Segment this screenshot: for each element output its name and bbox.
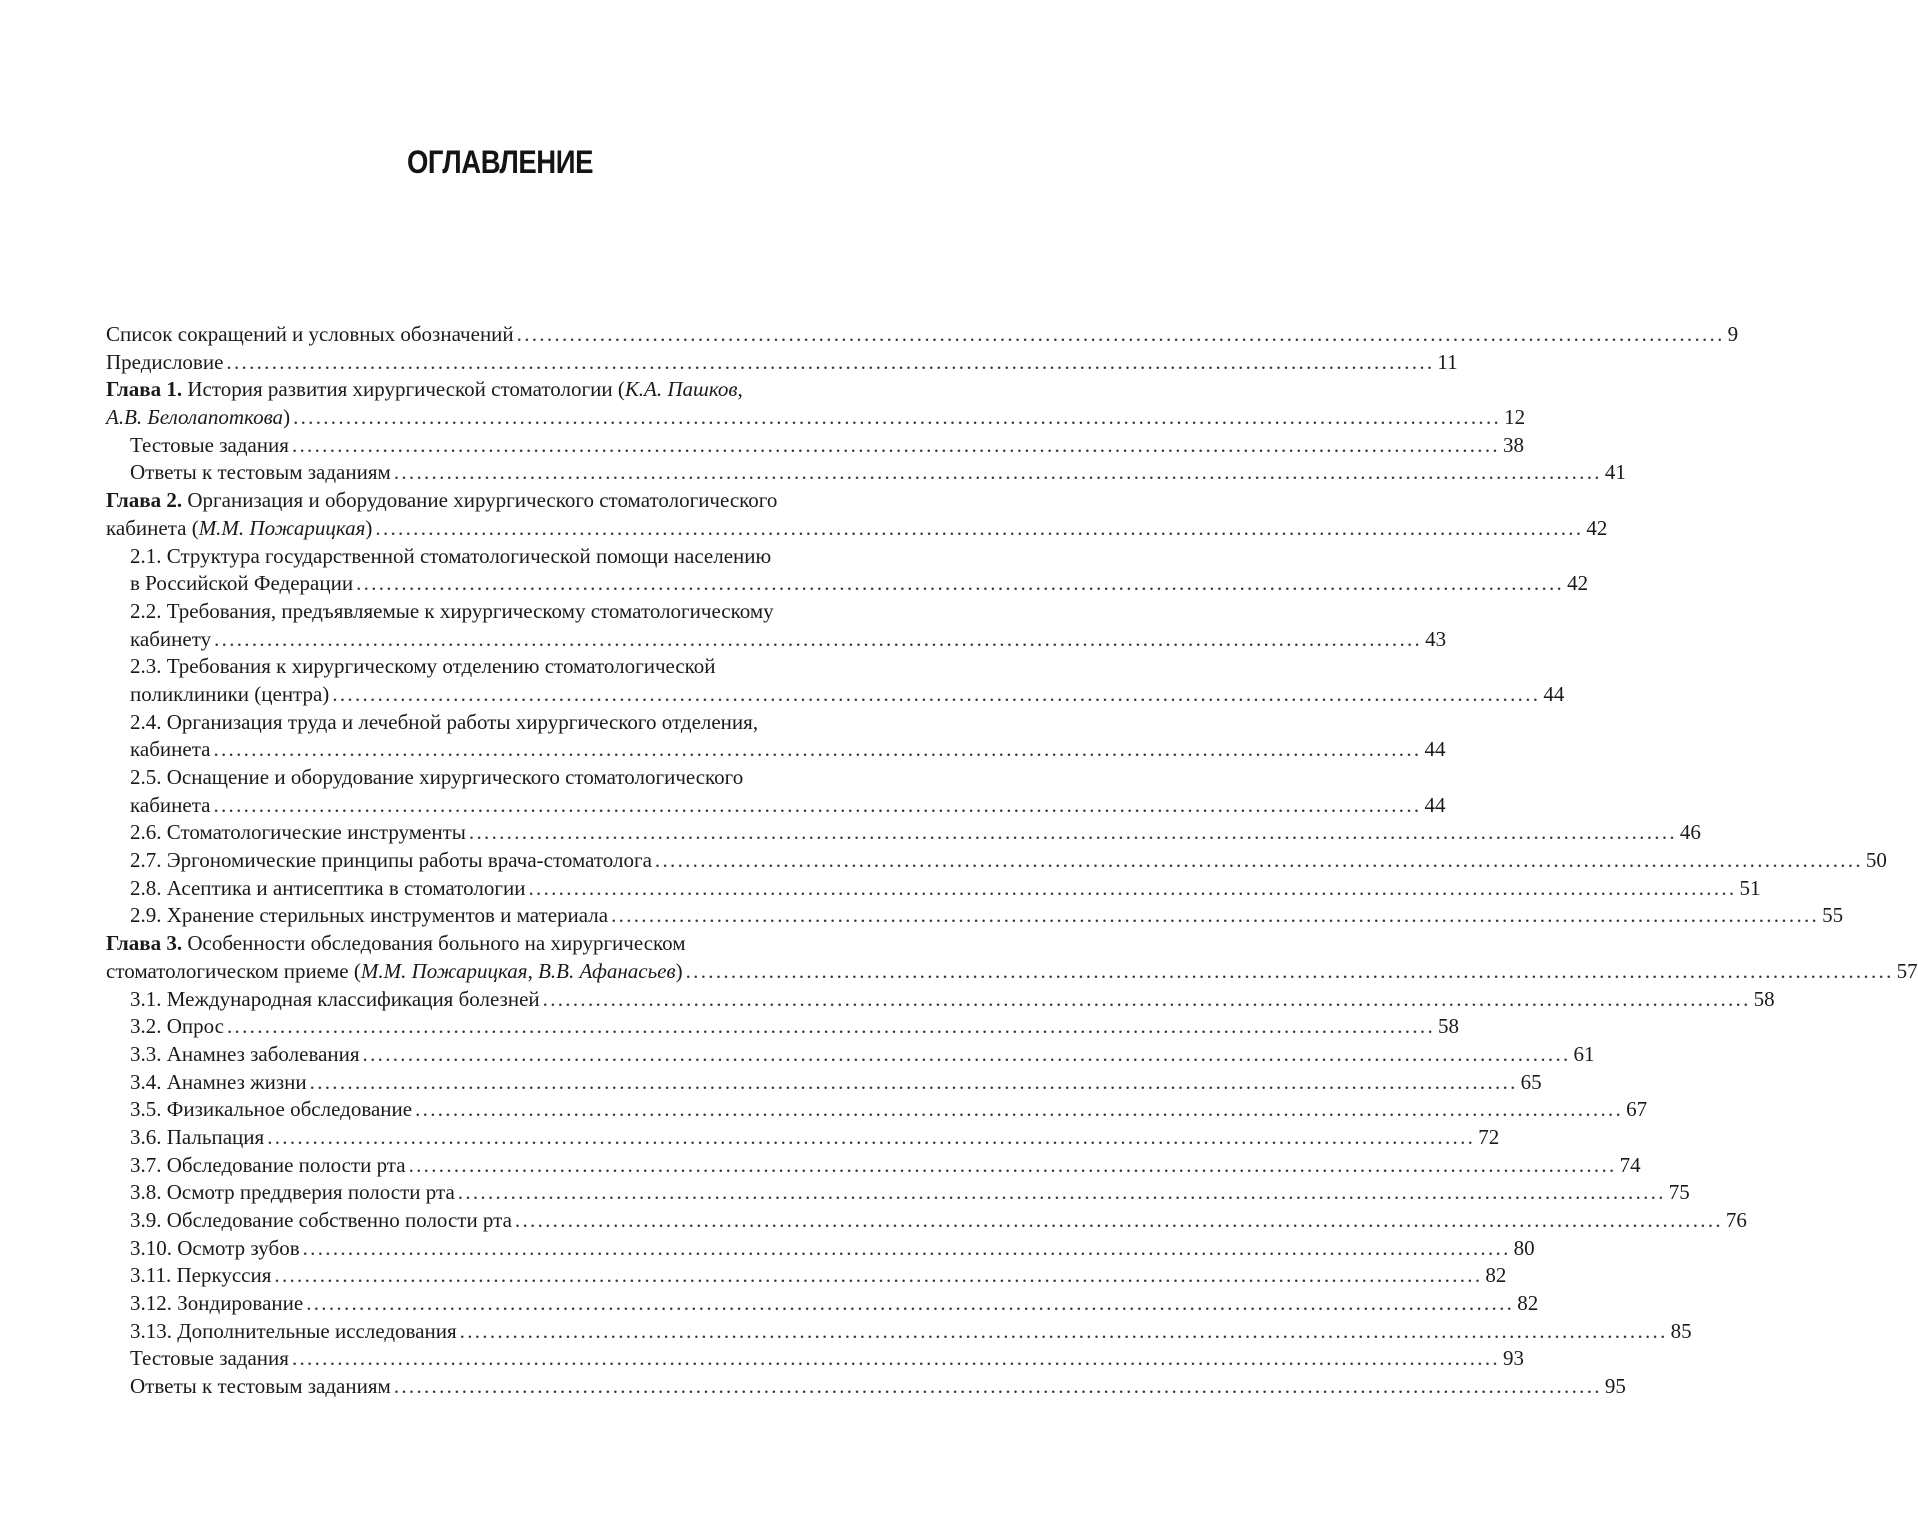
toc-line — [106, 764, 924, 792]
toc-entry-text — [106, 404, 290, 432]
chapter-label: Глава 3. — [106, 931, 183, 956]
toc-line — [106, 487, 924, 515]
entry-text: кабинета — [130, 737, 211, 762]
dot-leader: ................................................................................................................................................................ — [611, 903, 1820, 928]
page-number: 93 — [1502, 1346, 1524, 1371]
entry-text: , — [737, 377, 743, 402]
toc-entry-text — [106, 349, 223, 377]
page-title: ОГЛАВЛЕНИЕ — [406, 144, 594, 180]
entry-text: кабинета — [130, 792, 211, 817]
toc-entry-text — [130, 792, 210, 820]
toc-line — [106, 543, 924, 571]
page-number: 67 — [1626, 1097, 1648, 1122]
toc-line — [106, 847, 1887, 875]
toc-line — [106, 626, 1447, 654]
entry-text: 3.1. Международная классификация болезней — [130, 986, 540, 1011]
dot-leader: ................................................................................................................................................................ — [408, 1152, 1617, 1177]
toc-entry-text — [130, 1290, 303, 1318]
dot-leader: ................................................................................................................................................................ — [356, 571, 1565, 596]
page-number: 41 — [1604, 460, 1626, 485]
toc-line — [106, 1235, 1535, 1263]
toc-entry-text — [130, 459, 391, 487]
entry-text: 3.12. Зондирование — [130, 1291, 304, 1316]
page-number: 72 — [1478, 1124, 1500, 1149]
author-name: М.М. Пожарицкая — [198, 515, 366, 540]
toc-entry-text — [130, 681, 329, 709]
dot-leader: ................................................................................................................................................................ — [309, 1069, 1518, 1094]
entry-text: Тестовые задания — [130, 1346, 289, 1371]
page-number: 58 — [1438, 1014, 1459, 1039]
entry-text: 3.3. Анамнез заболевания — [130, 1041, 360, 1066]
page-number: 46 — [1679, 820, 1701, 845]
page-number: 74 — [1619, 1152, 1641, 1177]
page-number: 9 — [1727, 322, 1739, 346]
entry-text: ) — [675, 958, 683, 983]
page-number: 50 — [1865, 848, 1887, 873]
entry-text: в Российской Федерации — [130, 571, 354, 596]
page-number: 44 — [1424, 792, 1446, 817]
dot-leader: ................................................................................................................................................................ — [226, 349, 1435, 374]
dot-leader: ................................................................................................................................................................ — [516, 322, 1725, 346]
table-of-contents — [106, 321, 1918, 1401]
toc-line — [106, 1318, 1692, 1346]
page-number: 75 — [1668, 1180, 1690, 1205]
toc-line — [106, 958, 1918, 986]
toc-line — [106, 1290, 1539, 1318]
toc-line — [106, 432, 1524, 460]
toc-entry-text — [130, 1041, 360, 1069]
dot-leader: ................................................................................................................................................................ — [213, 737, 1422, 762]
dot-leader: ................................................................................................................................................................ — [362, 1041, 1571, 1066]
entry-text: 3.13. Дополнительные исследования — [130, 1318, 457, 1343]
page-number: 58 — [1753, 986, 1775, 1011]
page-number: 61 — [1573, 1041, 1595, 1066]
toc-entry-text — [106, 321, 514, 349]
page-number: 42 — [1586, 515, 1608, 540]
toc-line — [106, 1041, 1595, 1069]
toc-entry-text — [106, 958, 683, 986]
page-number: 85 — [1670, 1318, 1692, 1343]
dot-leader: ................................................................................................................................................................ — [393, 1374, 1602, 1399]
author-name: М.М. Пожарицкая — [360, 958, 528, 983]
page-number: 65 — [1520, 1069, 1542, 1094]
toc-entry-text — [130, 1207, 512, 1235]
toc-entry-text — [130, 1124, 264, 1152]
entry-text: 2.8. Асептика и антисептика в стоматологии — [130, 875, 526, 900]
dot-leader: ................................................................................................................................................................ — [267, 1124, 1476, 1149]
page-number: 82 — [1517, 1291, 1539, 1316]
entry-text: 2.3. Требования к хирургическому отделению стоматологической — [130, 654, 716, 679]
entry-text: 3.10. Осмотр зубов — [130, 1235, 300, 1260]
chapter-label: Глава 2. — [106, 488, 183, 513]
entry-text: Особенности обследования больного на хирургическом — [182, 931, 686, 956]
toc-line — [106, 598, 924, 626]
dot-leader: ................................................................................................................................................................ — [685, 958, 1894, 983]
page-number: 55 — [1822, 903, 1844, 928]
toc-line — [106, 1207, 1747, 1235]
dot-leader: ................................................................................................................................................................ — [542, 986, 1751, 1011]
toc-entry-text — [130, 1152, 406, 1180]
toc-entry-text — [130, 902, 608, 930]
toc-entry-text — [130, 1262, 271, 1290]
entry-text: 2.6. Стоматологические инструменты — [130, 820, 466, 845]
toc-entry-text — [130, 736, 210, 764]
page-number: 42 — [1567, 571, 1589, 596]
toc-entry-text — [130, 986, 540, 1014]
toc-line — [106, 1124, 1500, 1152]
entry-text: , — [527, 958, 539, 983]
entry-text: Список сокращений и условных обозначений — [106, 322, 514, 346]
toc-entry-text — [130, 570, 353, 598]
toc-entry-text — [106, 930, 686, 958]
dot-leader: ................................................................................................................................................................ — [654, 848, 1863, 873]
entry-text: 3.6. Пальпация — [130, 1124, 265, 1149]
toc-line — [106, 709, 924, 737]
toc-line — [106, 1069, 1542, 1097]
toc-entry-text — [130, 1179, 455, 1207]
author-name: В.В. Афанасьев — [538, 958, 676, 983]
entry-text: 2.9. Хранение стерильных инструментов и материала — [130, 903, 609, 928]
dot-leader: ................................................................................................................................................................ — [459, 1318, 1668, 1343]
page-number: 44 — [1543, 681, 1565, 706]
toc-entry-text — [130, 626, 211, 654]
toc-entry-text — [130, 819, 466, 847]
toc-entry-text — [130, 543, 771, 571]
chapter-label: Глава 1. — [106, 377, 183, 402]
entry-text: Организация и оборудование хирургического стоматологического — [182, 488, 778, 513]
entry-text: Тестовые задания — [130, 432, 289, 457]
dot-leader: ................................................................................................................................................................ — [306, 1291, 1515, 1316]
toc-entry-text — [130, 1345, 289, 1373]
entry-text: 2.2. Требования, предъявляемые к хирургическому стоматологическому — [130, 598, 774, 623]
entry-text: 2.4. Организация труда и лечебной работы хирургического отделения, — [130, 709, 759, 734]
page-number: 12 — [1504, 405, 1526, 430]
toc-line — [106, 736, 1446, 764]
entry-text: 3.8. Осмотр преддверия полости рта — [130, 1180, 455, 1205]
page-number: 95 — [1604, 1374, 1626, 1399]
toc-line — [106, 930, 924, 958]
page-number: 44 — [1424, 737, 1446, 762]
toc-line — [106, 515, 1608, 543]
page-number: 57 — [1896, 958, 1918, 983]
entry-text: Ответы к тестовым заданиям — [130, 460, 391, 485]
toc-line — [106, 1013, 1459, 1041]
page-number: 11 — [1437, 349, 1458, 374]
author-name: А.В. Белолапоткова — [106, 405, 284, 430]
entry-text: поликлиники (центра) — [130, 681, 330, 706]
toc-line — [106, 349, 1458, 377]
entry-text: История развития хирургической стоматологии ( — [182, 377, 625, 402]
toc-entry-text — [106, 515, 372, 543]
entry-text: 3.2. Опрос — [130, 1014, 224, 1039]
toc-entry-text — [130, 709, 758, 737]
dot-leader: ................................................................................................................................................................ — [214, 626, 1423, 651]
toc-line — [106, 1152, 1641, 1180]
toc-entry-text — [130, 432, 289, 460]
dot-leader: ................................................................................................................................................................ — [291, 432, 1500, 457]
page-number: 51 — [1739, 875, 1761, 900]
toc-line — [106, 792, 1446, 820]
entry-text: 2.7. Эргономические принципы работы врача-стоматолога — [130, 848, 652, 873]
dot-leader: ................................................................................................................................................................ — [274, 1263, 1483, 1288]
entry-text: ) — [283, 405, 291, 430]
toc-line — [106, 653, 924, 681]
toc-entry-text — [130, 764, 743, 792]
dot-leader: ................................................................................................................................................................ — [528, 875, 1737, 900]
page-number: 38 — [1502, 432, 1524, 457]
dot-leader: ................................................................................................................................................................ — [468, 820, 1677, 845]
toc-entry-text — [130, 1235, 300, 1263]
toc-entry-text — [106, 376, 743, 404]
author-name: К.А. Пашков — [624, 377, 738, 402]
toc-entry-text — [130, 1096, 412, 1124]
page-number: 80 — [1513, 1235, 1535, 1260]
toc-entry-text — [130, 1318, 457, 1346]
toc-line — [106, 875, 1761, 903]
dot-leader: ................................................................................................................................................................ — [457, 1180, 1666, 1205]
toc-line — [106, 376, 924, 404]
entry-text: ) — [365, 515, 373, 540]
toc-line — [106, 681, 1565, 709]
dot-leader: ................................................................................................................................................................ — [293, 405, 1502, 430]
dot-leader: ................................................................................................................................................................ — [375, 515, 1584, 540]
dot-leader: ................................................................................................................................................................ — [213, 792, 1422, 817]
toc-entry-text — [106, 487, 777, 515]
entry-text: 2.1. Структура государственной стоматологической помощи населению — [130, 543, 772, 568]
entry-text: 2.5. Оснащение и оборудование хирургического стоматологического — [130, 765, 744, 789]
toc-line — [106, 902, 1844, 930]
dot-leader: ................................................................................................................................................................ — [514, 1208, 1723, 1232]
dot-leader: ................................................................................................................................................................ — [415, 1097, 1624, 1122]
toc-line — [106, 1373, 1626, 1401]
entry-text: 3.11. Перкуссия — [130, 1263, 272, 1288]
entry-text: 3.7. Обследование полости рта — [130, 1152, 406, 1177]
page-number: 76 — [1725, 1208, 1747, 1232]
dot-leader: ................................................................................................................................................................ — [291, 1346, 1500, 1371]
entry-text: 3.9. Обследование собственно полости рта — [130, 1208, 512, 1232]
toc-line — [106, 986, 1775, 1014]
dot-leader: ................................................................................................................................................................ — [393, 460, 1602, 485]
dot-leader: ................................................................................................................................................................ — [302, 1235, 1511, 1260]
entry-text: 3.5. Физикальное обследование — [130, 1097, 413, 1122]
toc-line — [106, 404, 1526, 432]
toc-line — [106, 819, 1701, 847]
page-number: 43 — [1425, 626, 1447, 651]
dot-leader: ................................................................................................................................................................ — [332, 681, 1541, 706]
entry-text: кабинета ( — [106, 515, 199, 540]
dot-leader: ................................................................................................................................................................ — [227, 1014, 1435, 1039]
toc-line — [106, 1345, 1524, 1373]
toc-line — [106, 321, 1739, 349]
toc-entry-text — [130, 847, 652, 875]
entry-text: кабинету — [130, 626, 212, 651]
entry-text: стоматологическом приеме ( — [106, 958, 361, 983]
toc-entry-text — [130, 598, 774, 626]
toc-entry-text — [130, 1013, 224, 1041]
toc-line — [106, 570, 1589, 598]
toc-line — [106, 459, 1626, 487]
entry-text: 3.4. Анамнез жизни — [130, 1069, 307, 1094]
toc-line — [106, 1262, 1507, 1290]
toc-entry-text — [130, 653, 716, 681]
entry-text: Предисловие — [106, 349, 224, 374]
entry-text: Ответы к тестовым заданиям — [130, 1374, 391, 1399]
toc-entry-text — [130, 875, 525, 903]
toc-entry-text — [130, 1373, 391, 1401]
page-number: 82 — [1485, 1263, 1507, 1288]
toc-line — [106, 1096, 1648, 1124]
toc-entry-text — [130, 1069, 307, 1097]
toc-line — [106, 1179, 1690, 1207]
